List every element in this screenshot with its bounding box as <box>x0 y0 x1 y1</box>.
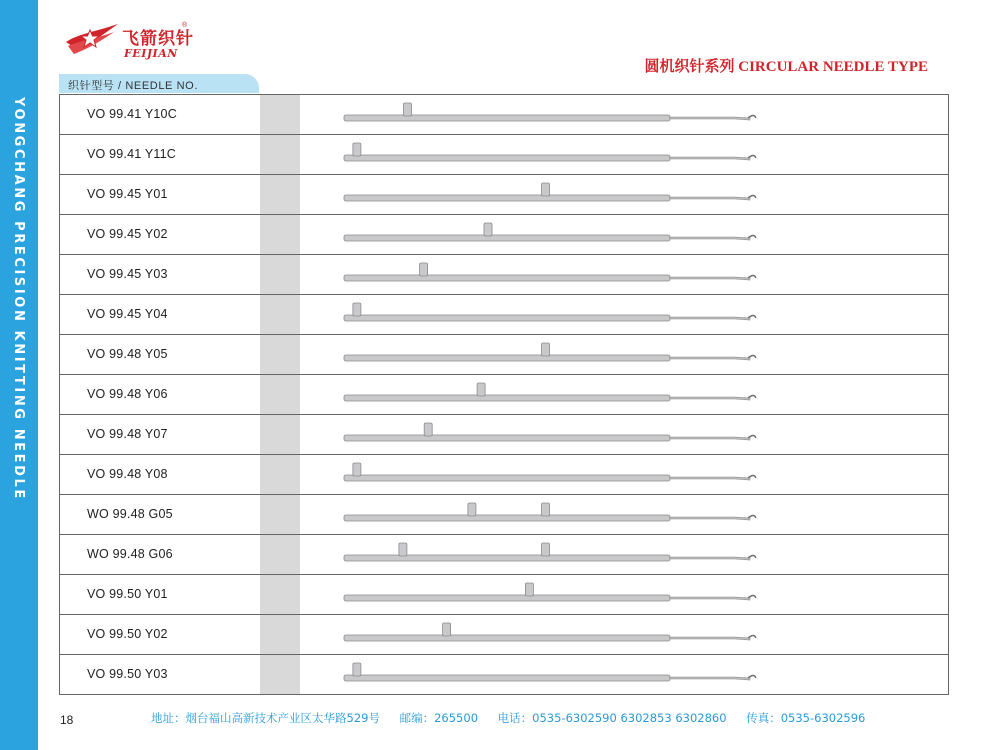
column-header-tab <box>59 74 259 93</box>
needle-butt <box>424 423 432 436</box>
needle-stem <box>670 397 750 400</box>
needle-hook <box>748 196 756 199</box>
needle-body <box>344 595 670 601</box>
table-row <box>60 375 948 415</box>
needle-drawing <box>340 381 760 409</box>
needle-butt <box>484 223 492 236</box>
needle-body <box>344 395 670 401</box>
needle-body <box>344 275 670 281</box>
needle-butt <box>404 103 412 116</box>
needle-body <box>344 315 670 321</box>
needle-hook <box>748 556 756 559</box>
footer-fax: 传真：0535-6302596 <box>746 711 866 725</box>
brand-name-en: FEIJIAN <box>124 47 178 60</box>
table-row <box>60 415 948 455</box>
table-row <box>60 455 948 495</box>
needle-butt <box>353 303 361 316</box>
series-title: 圆机织针系列 CIRCULAR NEEDLE TYPE <box>644 59 928 75</box>
needle-stem <box>670 517 750 520</box>
needle-table <box>59 94 949 695</box>
needle-hook <box>748 276 756 279</box>
table-row <box>60 495 948 535</box>
needle-butt <box>443 623 451 636</box>
needle-body <box>344 675 670 681</box>
needle-code: VO 99.50 Y02 <box>87 627 168 641</box>
needle-hook <box>748 676 756 679</box>
needle-hook <box>748 436 756 439</box>
needle-butt <box>399 543 407 556</box>
needle-butt <box>477 383 485 396</box>
table-row <box>60 135 948 175</box>
needle-drawing <box>340 301 760 329</box>
needle-body <box>344 555 670 561</box>
footer-contact <box>151 710 881 726</box>
needle-hook <box>748 396 756 399</box>
needle-drawing <box>340 581 760 609</box>
table-row <box>60 175 948 215</box>
needle-drawing <box>340 221 760 249</box>
needle-code: VO 99.50 Y01 <box>87 587 168 601</box>
brand-logo <box>64 18 204 62</box>
needle-butt-secondary <box>542 503 550 516</box>
rocket-star-icon <box>64 20 120 60</box>
needle-hook <box>748 316 756 319</box>
needle-stem <box>670 437 750 440</box>
column-header-label: 织针型号 / NEEDLE NO. <box>68 80 198 92</box>
table-row <box>60 615 948 655</box>
needle-drawing <box>340 141 760 169</box>
registered-mark: ® <box>182 22 188 29</box>
needle-body <box>344 235 670 241</box>
needle-drawing <box>340 621 760 649</box>
needle-stem <box>670 357 750 360</box>
needle-drawing <box>340 501 760 529</box>
brand-name-cn: 飞箭织针 <box>122 29 194 49</box>
needle-drawing <box>340 461 760 489</box>
needle-code: VO 99.45 Y03 <box>87 267 168 281</box>
needle-drawing <box>340 261 760 289</box>
needle-code: VO 99.45 Y02 <box>87 227 168 241</box>
needle-butt <box>542 343 550 356</box>
needle-stem <box>670 237 750 240</box>
needle-hook <box>748 116 756 119</box>
needle-drawing <box>340 101 760 129</box>
footer-address: 地址：烟台福山高新技术产业区太华路529号 <box>151 711 380 725</box>
needle-stem <box>670 277 750 280</box>
needle-butt <box>353 463 361 476</box>
footer-phone: 电话：0535-6302590 6302853 6302860 <box>497 711 727 725</box>
needle-hook <box>748 636 756 639</box>
needle-body <box>344 195 670 201</box>
needle-drawing <box>340 421 760 449</box>
needle-code: VO 99.50 Y03 <box>87 667 168 681</box>
needle-stem <box>670 557 750 560</box>
needle-body <box>344 635 670 641</box>
needle-hook <box>748 156 756 159</box>
needle-code: VO 99.48 Y05 <box>87 347 168 361</box>
needle-butt <box>353 143 361 156</box>
needle-drawing <box>340 661 760 689</box>
needle-code: VO 99.48 Y07 <box>87 427 168 441</box>
table-row <box>60 575 948 615</box>
needle-drawing <box>340 181 760 209</box>
needle-stem <box>670 117 750 120</box>
side-vertical-text-label: YONGCHANG PRECISION KNITTING NEEDLE <box>11 97 26 501</box>
needle-stem <box>670 157 750 160</box>
needle-butt <box>353 663 361 676</box>
needle-hook <box>748 236 756 239</box>
needle-stem <box>670 317 750 320</box>
needle-drawing <box>340 541 760 569</box>
needle-code: WO 99.48 G06 <box>87 547 173 561</box>
needle-stem <box>670 637 750 640</box>
needle-code: VO 99.41 Y10C <box>87 107 177 121</box>
table-row <box>60 255 948 295</box>
needle-drawing <box>340 341 760 369</box>
needle-body <box>344 515 670 521</box>
needle-body <box>344 475 670 481</box>
needle-stem <box>670 477 750 480</box>
needle-code: VO 99.48 Y06 <box>87 387 168 401</box>
needle-hook <box>748 476 756 479</box>
needle-code: VO 99.45 Y04 <box>87 307 168 321</box>
needle-stem <box>670 197 750 200</box>
needle-body <box>344 155 670 161</box>
needle-code: VO 99.41 Y11C <box>87 147 177 161</box>
needle-butt <box>525 583 533 596</box>
needle-body <box>344 355 670 361</box>
table-row <box>60 335 948 375</box>
needle-code: VO 99.48 Y08 <box>87 467 168 481</box>
needle-hook <box>748 516 756 519</box>
needle-body <box>344 115 670 121</box>
needle-butt <box>420 263 428 276</box>
needle-butt <box>468 503 476 516</box>
needle-hook <box>748 356 756 359</box>
needle-hook <box>748 596 756 599</box>
table-row <box>60 535 948 575</box>
table-row <box>60 95 948 135</box>
footer-postcode: 邮编：265500 <box>399 711 479 725</box>
needle-butt <box>542 183 550 196</box>
table-row <box>60 655 948 695</box>
needle-code: VO 99.45 Y01 <box>87 187 168 201</box>
needle-stem <box>670 677 750 680</box>
needle-stem <box>670 597 750 600</box>
needle-code: WO 99.48 G05 <box>87 507 173 521</box>
needle-butt-secondary <box>542 543 550 556</box>
table-row <box>60 215 948 255</box>
needle-body <box>344 435 670 441</box>
page-number: 18 <box>60 713 74 727</box>
side-bar <box>0 0 38 750</box>
table-row <box>60 295 948 335</box>
